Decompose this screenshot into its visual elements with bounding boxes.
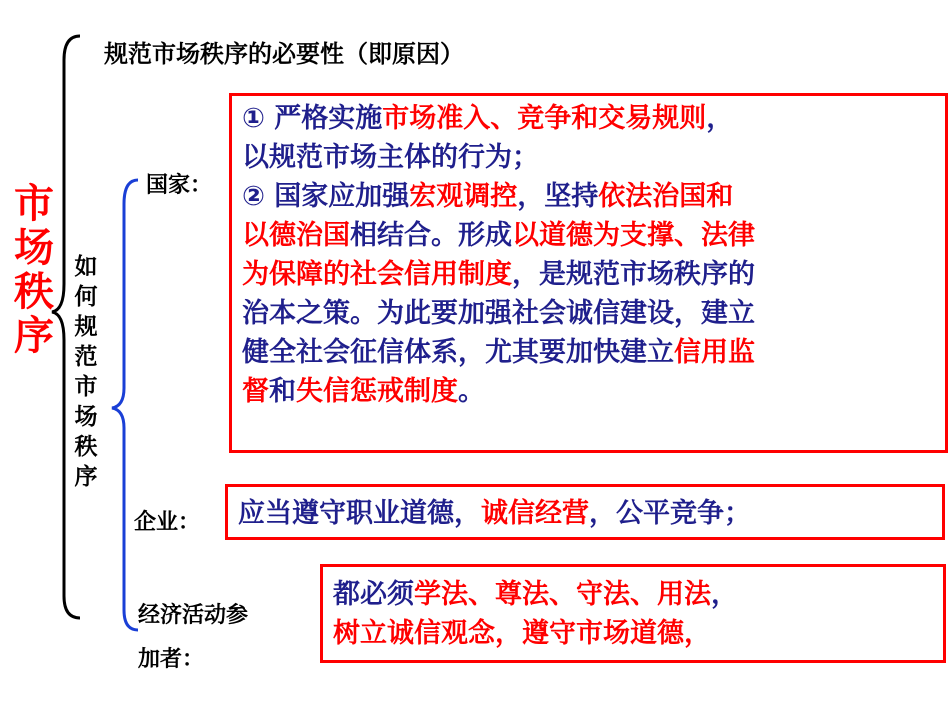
state-measures-box xyxy=(229,93,948,453)
participants-label: 经济活动参 加者： xyxy=(138,603,249,672)
state-line-1: ① 严格实施市场准入、竞争和交易规则， xyxy=(242,103,734,134)
state-line-5: 为保障的社会信用制度，是规范市场秩序的 xyxy=(242,259,755,290)
enterprise-box: 应当遵守职业道德，诚信经营，公平竞争； xyxy=(225,484,945,540)
participants-line-1: 都必须学法、尊法、守法、用法， xyxy=(333,579,738,610)
participants-box xyxy=(320,564,946,663)
state-line-2: 以规范市场主体的行为； xyxy=(242,142,539,173)
small-brace xyxy=(112,180,138,630)
how-to-regulate-label: 如 何 规 范 市 场 秩 序 xyxy=(74,254,98,490)
state-line-7: 健全社会征信体系，尤其要加快建立信用监 xyxy=(242,337,755,368)
state-line-6: 治本之策。为此要加强社会诚信建设，建立 xyxy=(242,298,755,329)
enterprise-label: 企业： xyxy=(134,510,201,535)
state-line-8: 督和失信惩戒制度。 xyxy=(242,376,485,407)
state-label: 国家： xyxy=(146,173,213,198)
state-line-3: ② 国家应加强宏观调控，坚持依法治国和 xyxy=(242,181,734,212)
necessity-heading: 规范市场秩序的必要性（即原因） xyxy=(104,40,464,68)
state-line-4: 以德治国相结合。形成以道德为支撑、法律 xyxy=(242,220,755,251)
participants-line-2: 树立诚信观念，遵守市场道德， xyxy=(333,618,711,649)
main-title: 市 场 秩 序 xyxy=(14,181,54,359)
